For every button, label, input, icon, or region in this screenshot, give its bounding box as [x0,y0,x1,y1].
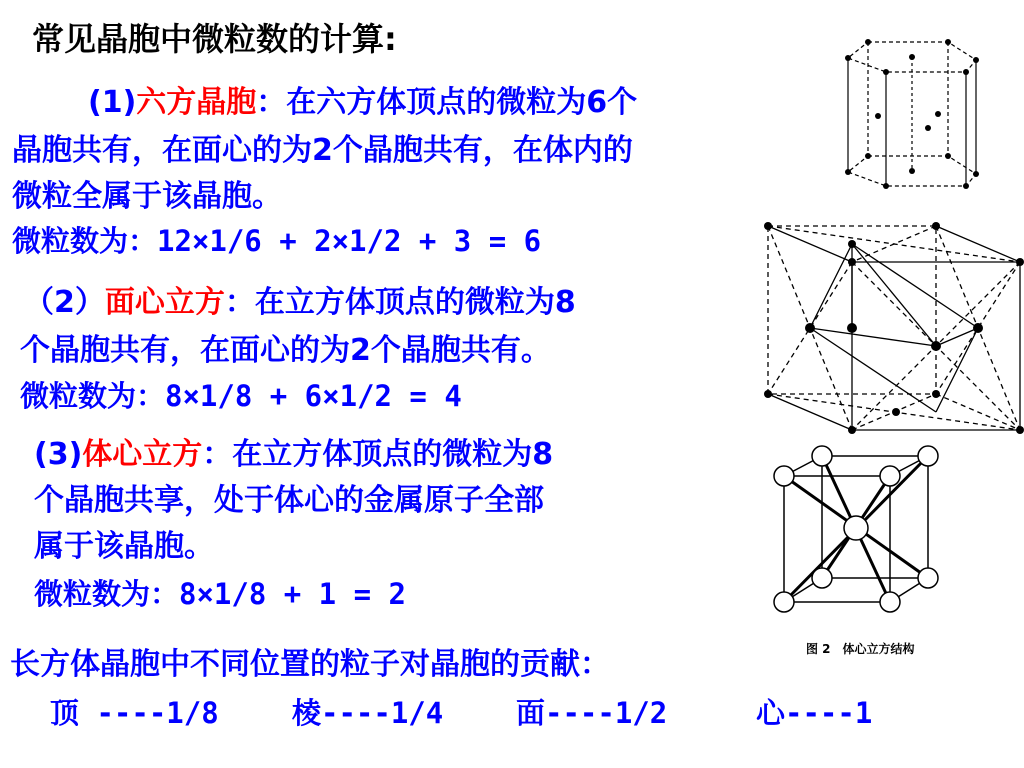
fcc-line1-rest: ：在立方体顶点的微粒为8 [224,285,576,320]
bcc-calc: 微粒数为：8×1/8 + 1 = 2 [34,577,406,611]
bcc-line2: 个晶胞共享，处于体心的金属原子全部 [34,483,544,518]
bcc-figure-caption: 图 2 体心立方结构 [806,642,915,656]
bcc-cell-figure [766,442,946,620]
hex-label: (1) [88,85,137,120]
hex-line1 [88,84,637,122]
bcc-line1-rest: ：在立方体顶点的微粒为8 [202,437,554,472]
hexagonal-cell-figure [838,36,998,196]
fcc-line1 [24,284,576,322]
fcc-cell-figure [760,218,1024,438]
fcc-label: （2） [24,285,105,320]
summary-heading: 长方体晶胞中不同位置的粒子对晶胞的贡献： [10,647,610,682]
summary-vertex: 顶 ----1/8 [50,696,219,730]
hex-line3: 微粒全属于该晶胞。 [12,179,282,214]
hex-line2: 晶胞共有，在面心的为2个晶胞共有，在体内的 [12,133,633,168]
summary-center: 心----1 [756,696,873,730]
bcc-label: (3) [34,437,83,472]
fcc-line2: 个晶胞共有，在面心的为2个晶胞共有。 [20,333,551,368]
page-title: 常见晶胞中微粒数的计算: [32,20,397,58]
hex-line1-rest: ：在六方体顶点的微粒为6个 [256,85,638,120]
summary-face: 面----1/2 [516,696,668,730]
hex-name: 六方晶胞 [136,85,257,120]
summary-edge: 棱----1/4 [292,696,444,730]
bcc-name: 体心立方 [82,437,203,472]
fcc-name: 面心立方 [104,285,225,320]
bcc-line1 [34,436,553,474]
hex-calc: 微粒数为：12×1/6 + 2×1/2 + 3 = 6 [12,224,542,258]
bcc-line3: 属于该晶胞。 [34,529,214,564]
fcc-calc: 微粒数为：8×1/8 + 6×1/2 = 4 [20,379,462,413]
